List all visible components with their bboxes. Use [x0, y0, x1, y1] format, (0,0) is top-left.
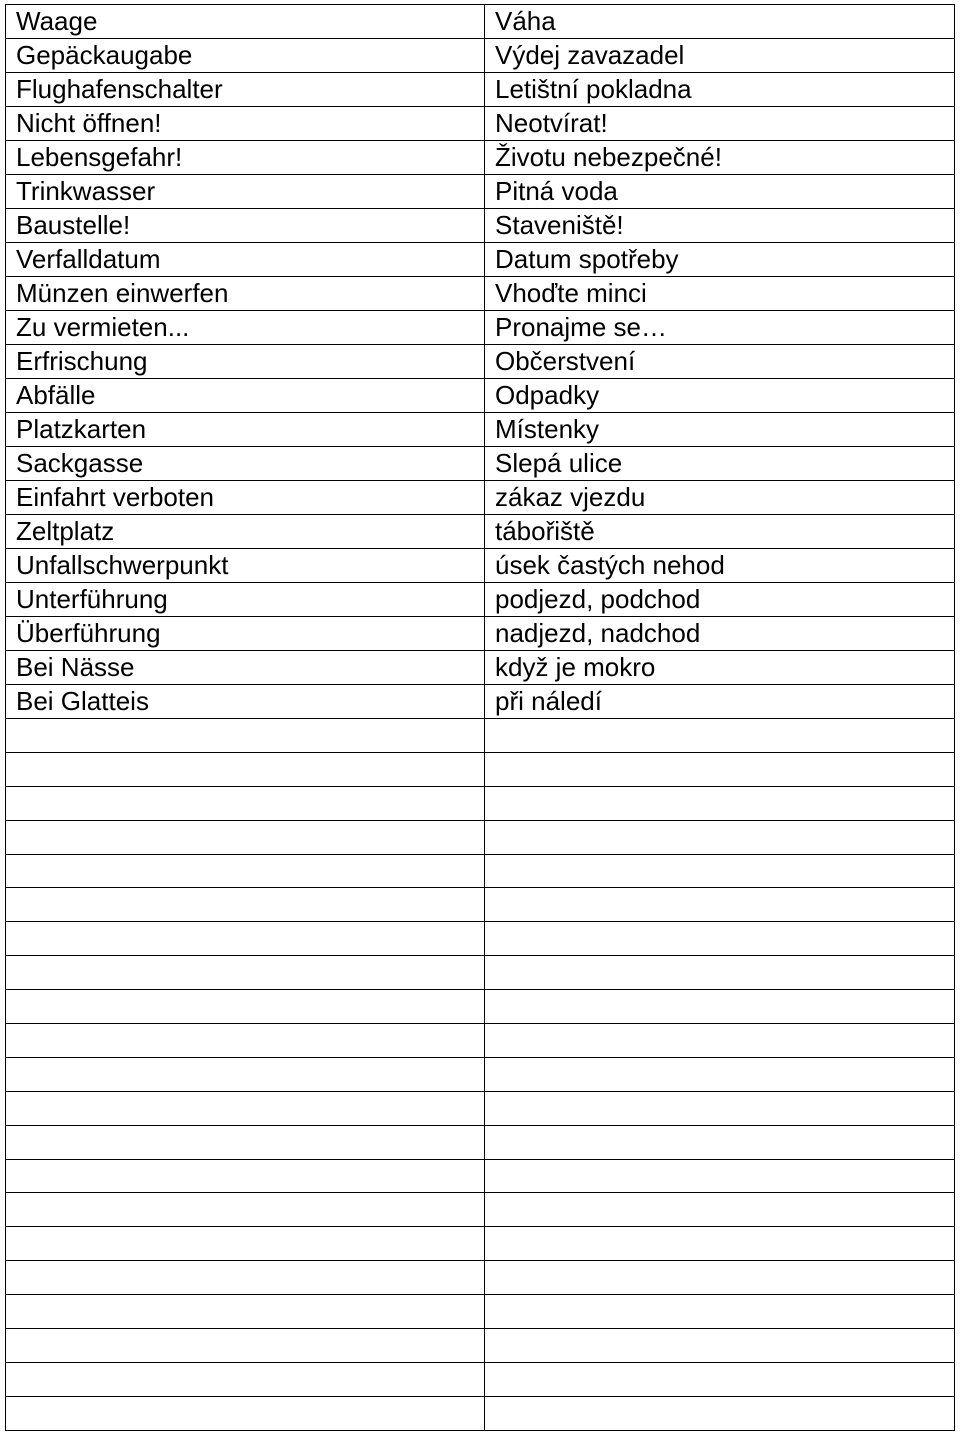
table-row [6, 73, 955, 107]
czech-term-cell: Datum spotřeby [485, 243, 955, 277]
empty-cell [6, 990, 485, 1024]
empty-cell [6, 820, 485, 854]
empty-table-row [6, 888, 955, 922]
empty-cell [6, 786, 485, 820]
empty-table-row [6, 1091, 955, 1125]
czech-term-cell: Místenky [485, 413, 955, 447]
empty-cell [485, 1362, 955, 1396]
table-row [6, 141, 955, 175]
german-term-cell: Überführung [6, 617, 485, 651]
czech-term-cell: Životu nebezpečné! [485, 141, 955, 175]
empty-cell [485, 922, 955, 956]
czech-term-cell: úsek častých nehod [485, 549, 955, 583]
german-term-cell: Flughafenschalter [6, 73, 485, 107]
czech-term-cell: Pronajme se… [485, 311, 955, 345]
table-row [6, 345, 955, 379]
empty-cell [6, 1227, 485, 1261]
czech-term-cell: Letištní pokladna [485, 73, 955, 107]
empty-cell [6, 1396, 485, 1430]
czech-term-cell: Výdej zavazadel [485, 39, 955, 73]
german-term-cell: Waage [6, 5, 485, 39]
czech-term-cell: Občerstvení [485, 345, 955, 379]
empty-cell [6, 888, 485, 922]
empty-cell [6, 1193, 485, 1227]
german-term-cell: Nicht öffnen! [6, 107, 485, 141]
empty-cell [6, 1295, 485, 1329]
empty-table-row [6, 752, 955, 786]
table-row [6, 549, 955, 583]
german-term-cell: Platzkarten [6, 413, 485, 447]
empty-cell [485, 820, 955, 854]
empty-cell [6, 1125, 485, 1159]
czech-term-cell: zákaz vjezdu [485, 481, 955, 515]
table-row [6, 5, 955, 39]
table-row [6, 447, 955, 481]
empty-cell [485, 1091, 955, 1125]
empty-cell [6, 1024, 485, 1058]
german-term-cell: Verfalldatum [6, 243, 485, 277]
empty-table-row [6, 854, 955, 888]
czech-term-cell: tábořiště [485, 515, 955, 549]
empty-cell [6, 1057, 485, 1091]
czech-term-cell: když je mokro [485, 651, 955, 685]
german-term-cell: Einfahrt verboten [6, 481, 485, 515]
german-term-cell: Sackgasse [6, 447, 485, 481]
czech-term-cell: Vhoďte minci [485, 277, 955, 311]
german-term-cell: Münzen einwerfen [6, 277, 485, 311]
table-row [6, 379, 955, 413]
table-row [6, 515, 955, 549]
german-term-cell: Zeltplatz [6, 515, 485, 549]
table-row [6, 107, 955, 141]
czech-term-cell: při náledí [485, 685, 955, 719]
empty-cell [6, 1091, 485, 1125]
empty-cell [6, 1159, 485, 1193]
empty-table-row [6, 1024, 955, 1058]
german-term-cell: Erfrischung [6, 345, 485, 379]
empty-table-row [6, 786, 955, 820]
empty-table-row [6, 1057, 955, 1091]
empty-cell [485, 1227, 955, 1261]
empty-table-row [6, 1362, 955, 1396]
empty-cell [6, 956, 485, 990]
empty-cell [6, 922, 485, 956]
czech-term-cell: Pitná voda [485, 175, 955, 209]
empty-cell [485, 719, 955, 753]
empty-table-row [6, 1295, 955, 1329]
vocabulary-table-body [6, 5, 955, 1431]
empty-table-row [6, 1193, 955, 1227]
empty-cell [485, 786, 955, 820]
empty-cell [485, 1329, 955, 1363]
empty-table-row [6, 820, 955, 854]
empty-table-row [6, 990, 955, 1024]
empty-table-row [6, 719, 955, 753]
empty-cell [485, 956, 955, 990]
german-term-cell: Zu vermieten... [6, 311, 485, 345]
vocabulary-table [5, 4, 955, 1431]
german-term-cell: Lebensgefahr! [6, 141, 485, 175]
table-row [6, 651, 955, 685]
empty-table-row [6, 1261, 955, 1295]
czech-term-cell: podjezd, podchod [485, 583, 955, 617]
table-row [6, 209, 955, 243]
empty-cell [6, 1329, 485, 1363]
empty-cell [485, 1295, 955, 1329]
empty-cell [485, 1057, 955, 1091]
empty-table-row [6, 1159, 955, 1193]
table-row [6, 583, 955, 617]
czech-term-cell: Slepá ulice [485, 447, 955, 481]
german-term-cell: Bei Nässe [6, 651, 485, 685]
table-row [6, 311, 955, 345]
german-term-cell: Unfallschwerpunkt [6, 549, 485, 583]
empty-table-row [6, 922, 955, 956]
table-row [6, 175, 955, 209]
empty-cell [485, 1396, 955, 1430]
german-term-cell: Gepäckaugabe [6, 39, 485, 73]
empty-table-row [6, 956, 955, 990]
german-term-cell: Bei Glatteis [6, 685, 485, 719]
empty-table-row [6, 1125, 955, 1159]
czech-term-cell: nadjezd, nadchod [485, 617, 955, 651]
table-row [6, 685, 955, 719]
german-term-cell: Abfälle [6, 379, 485, 413]
empty-cell [6, 854, 485, 888]
empty-cell [485, 990, 955, 1024]
czech-term-cell: Neotvírat! [485, 107, 955, 141]
empty-cell [485, 888, 955, 922]
empty-cell [485, 752, 955, 786]
czech-term-cell: Staveniště! [485, 209, 955, 243]
empty-cell [6, 1261, 485, 1295]
german-term-cell: Baustelle! [6, 209, 485, 243]
table-row [6, 481, 955, 515]
empty-cell [6, 1362, 485, 1396]
empty-table-row [6, 1396, 955, 1430]
empty-cell [485, 1125, 955, 1159]
czech-term-cell: Odpadky [485, 379, 955, 413]
table-row [6, 617, 955, 651]
empty-cell [485, 1159, 955, 1193]
german-term-cell: Trinkwasser [6, 175, 485, 209]
empty-cell [6, 719, 485, 753]
empty-cell [485, 1193, 955, 1227]
empty-cell [6, 752, 485, 786]
table-row [6, 39, 955, 73]
table-row [6, 243, 955, 277]
table-row [6, 413, 955, 447]
table-row [6, 277, 955, 311]
empty-table-row [6, 1329, 955, 1363]
czech-term-cell: Váha [485, 5, 955, 39]
german-term-cell: Unterführung [6, 583, 485, 617]
empty-cell [485, 1261, 955, 1295]
empty-cell [485, 854, 955, 888]
empty-table-row [6, 1227, 955, 1261]
empty-cell [485, 1024, 955, 1058]
